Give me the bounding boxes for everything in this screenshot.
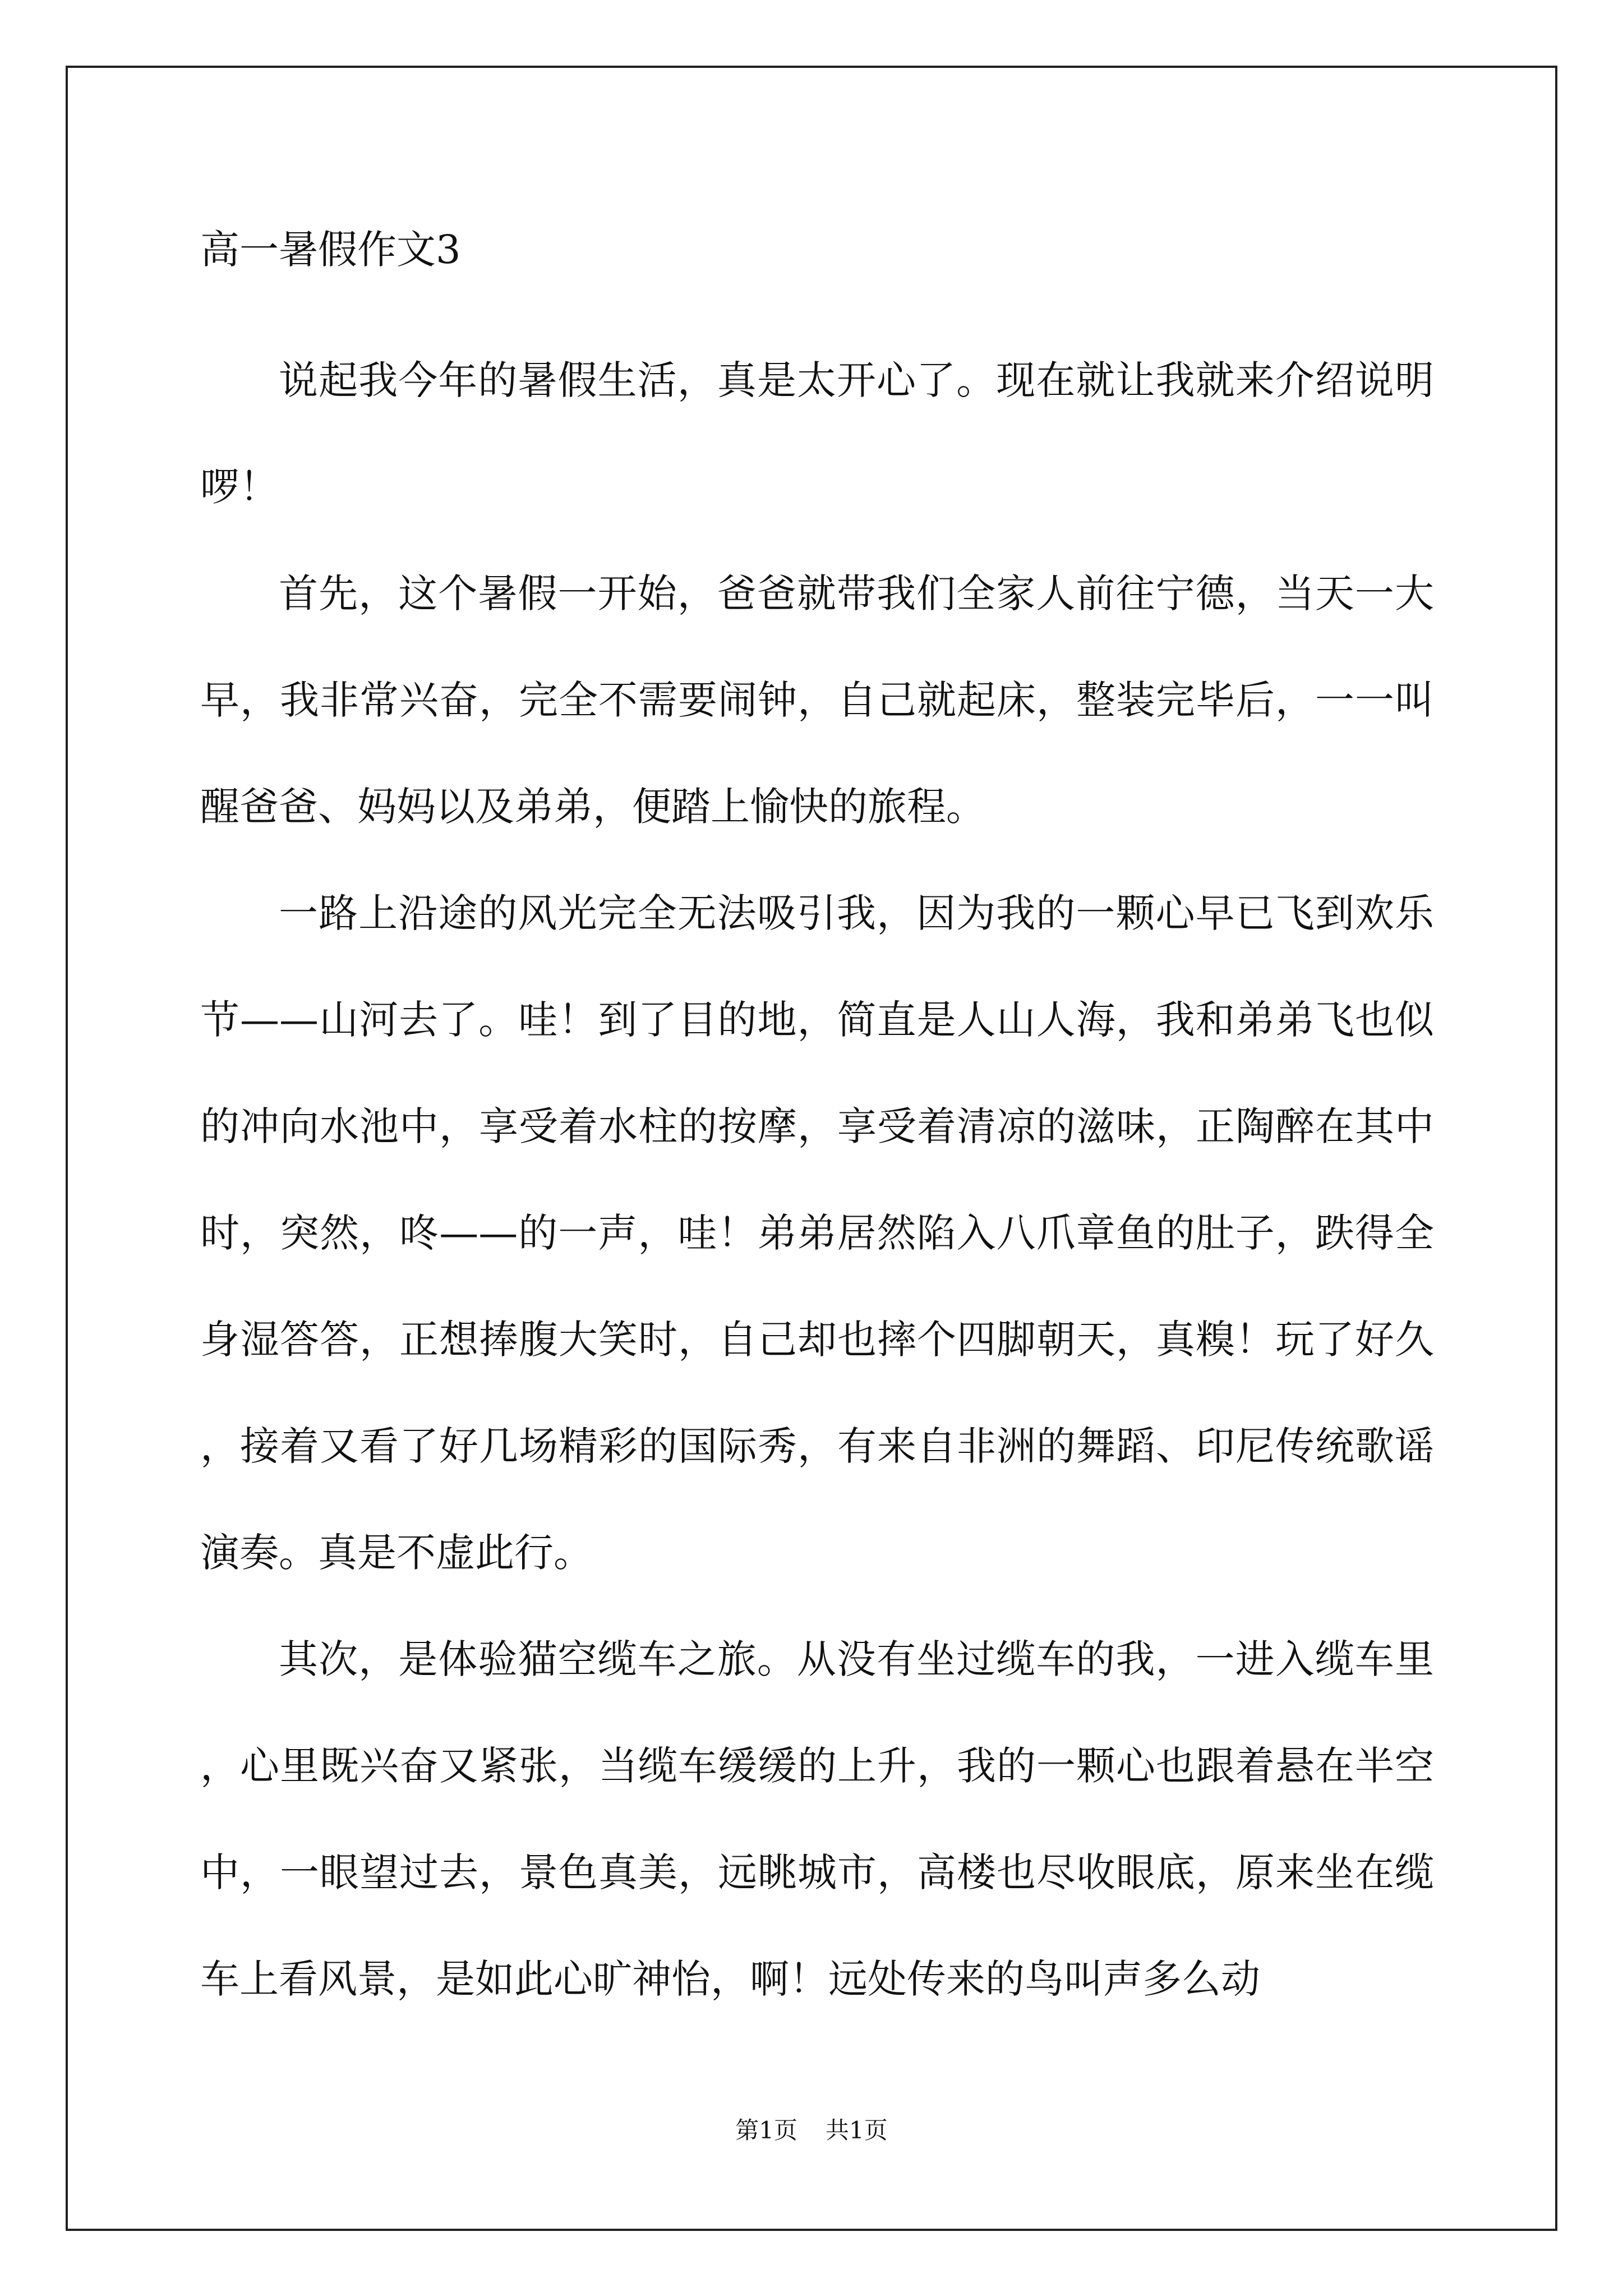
paragraph-1: 说起我今年的暑假生活，真是太开心了。现在就让我就来介绍说明啰！ <box>200 357 1434 510</box>
paragraph-4: 其次，是体验猫空缆车之旅。从没有坐过缆车的我，一进入缆车里，心里既兴奋又紧张，当缆车缓缓的上升，我的一颗心也跟着悬在半空中，一眼望过去，景色真美，远眺城市，高楼也尽收眼底，原来坐在缆车上看风景，是如此心旷神怡，啊！远处传来的鸟叫声多么动 <box>200 1636 1434 2002</box>
paragraph-3: 一路上沿途的风光完全无法吸引我，因为我的一颗心早已飞到欢乐节——山河去了。哇！到了目的地，简直是人山人海，我和弟弟飞也似的冲向水池中，享受着水柱的按摩，享受着清凉的滋味，正陶醉在其中时，突然，咚——的一声，哇！弟弟居然陷入八爪章鱼的肚子，跌得全身湿答答，正想捧腹大笑时，自己却也摔个四脚朝天，真糗！玩了好久，接着又看了好几场精彩的国际秀，有来自非洲的舞蹈、印尼传统歌谣演奏。真是不虚此行。 <box>200 890 1434 1576</box>
page-number-total: 共1页 <box>826 2116 888 2144</box>
page-footer <box>0 2114 1623 2147</box>
document-body <box>200 222 1434 2032</box>
paragraph-2: 首先，这个暑假一开始，爸爸就带我们全家人前往宁德，当天一大早，我非常兴奋，完全不需要闹钟，自己就起床，整装完毕后，一一叫醒爸爸、妈妈以及弟弟，便踏上愉快的旅程。 <box>200 570 1434 830</box>
document-title: 高一暑假作文3 <box>200 227 461 273</box>
page-number-current: 第1页 <box>735 2116 797 2144</box>
